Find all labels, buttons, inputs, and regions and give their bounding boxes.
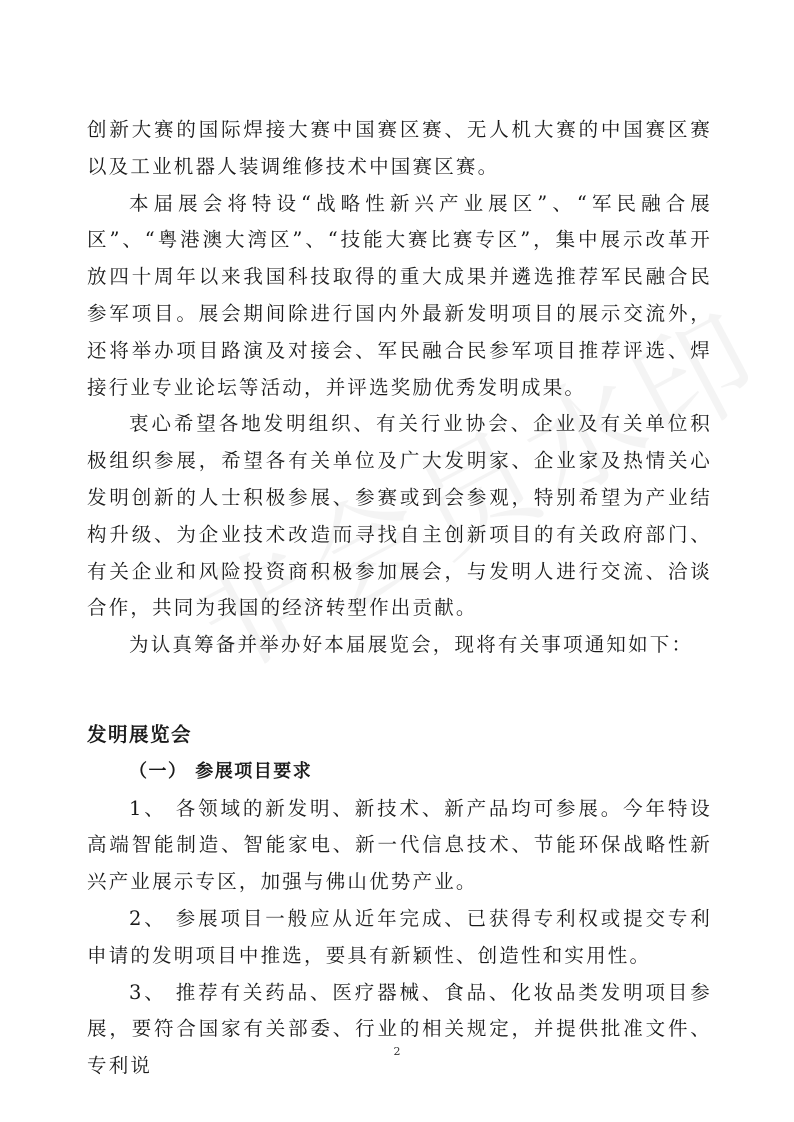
list-item: 3、 推荐有关药品、医疗器械、食品、化妆品类发明项目参展，要符合国家有关部委、行业的相关规定，并提供批准文件、专利说 (87, 980, 712, 1078)
section-spacer (87, 664, 712, 717)
page-number: 2 (393, 1045, 401, 1058)
section-subheading: （一） 参展项目要求 (129, 760, 313, 782)
paragraph-notice-intro: 为认真筹备并举办好本届展览会，现将有关事项通知如下： (129, 633, 694, 657)
list-item: 1、 各领域的新发明、新技术、新产品均可参展。今年特设高端智能制造、智能家电、新一代信息技术、节能环保战略性新兴产业展示专区，加强与佛山优势产业。 (87, 796, 712, 894)
section-heading: 发明展览会 (87, 722, 193, 746)
paragraph-exhibition-zones: 本届展会将特设“战略性新兴产业展区”、“军民融合展区”、“粤港澳大湾区”、“技能大赛比赛专区”，集中展示改革开放四十周年以来我国科技取得的重大成果并遴选推荐军民融合民参军项目。展会期间除进行国内外最新发明项目的展示交流外，还将举办项目路演及对接会、军民融合民参军项目推荐评选、焊接行业专业论坛等活动，并评选奖励优秀发明成果。 (87, 191, 712, 399)
list-item: 2、 参展项目一般应从近年完成、已获得专利权或提交专利申请的发明项目中推选，要具有新颖性、创造性和实用性。 (87, 906, 712, 967)
paragraph-continuation: 创新大赛的国际焊接大赛中国赛区赛、无人机大赛的中国赛区赛以及工业机器人装调维修技术中国赛区赛。 (87, 118, 712, 178)
document-body (87, 112, 712, 1085)
paragraph-invitation: 衷心希望各地发明组织、有关行业协会、企业及有关单位积极组织参展，希望各有关单位及广大发明家、企业家及热情关心发明创新的人士积极参展、参赛或到会参观，特别希望为产业结构升级、为企业技术改造而寻找自主创新项目的有关政府部门、有关企业和风险投资商积极参加展会，与发明人进行交流、洽谈合作，共同为我国的经济转型作出贡献。 (87, 412, 712, 620)
